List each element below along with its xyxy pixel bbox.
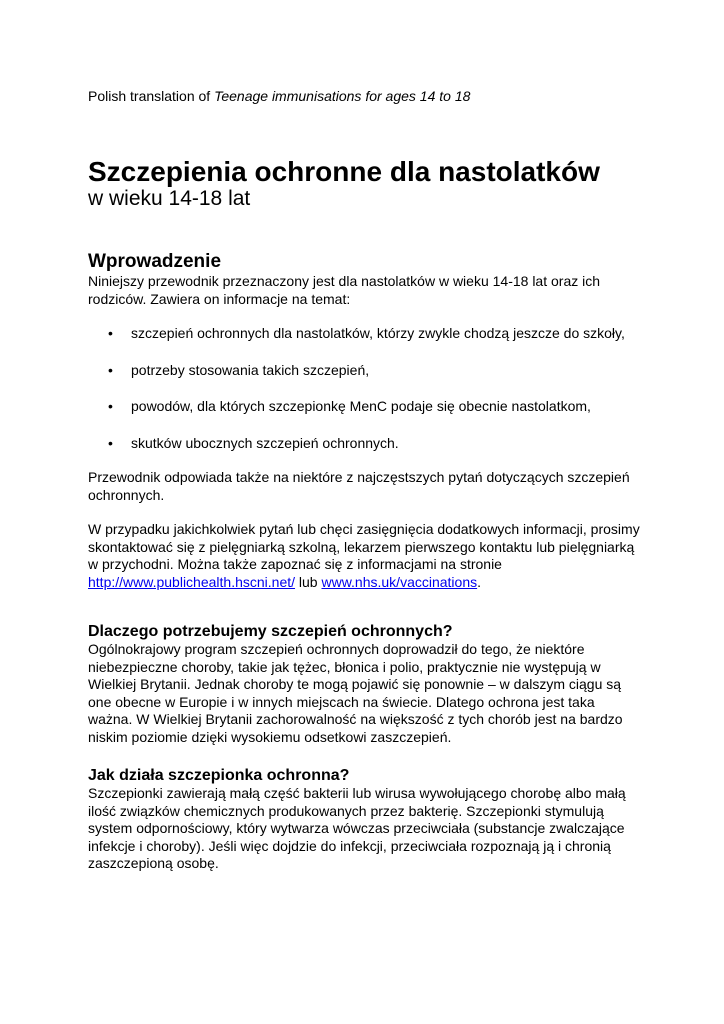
publichealth-link[interactable]: http://www.publichealth.hscni.net/ [88,573,296,590]
bullet-icon: • [108,434,113,451]
nhs-vaccinations-link[interactable]: www.nhs.uk/vaccinations [321,573,478,590]
why-heading: Dlaczego potrzebujemy szczepień ochronnych? [88,623,453,640]
list-item [88,362,640,380]
list-item-text: szczepień ochronnych dla nastolatków, którzy zwykle chodzą jeszcze do szkoły, [131,325,625,341]
document-subtitle: w wieku 14-18 lat [88,187,251,210]
intro-heading: Wprowadzenie [88,251,222,272]
original-title: Teenage immunisations for ages 14 to 18 [214,88,471,104]
list-item [88,398,640,416]
how-heading: Jak działa szczepionka ochronna? [88,767,350,784]
translation-note [88,88,640,105]
bullet-icon: • [108,361,113,378]
bullet-icon: • [108,325,113,341]
intro-bullet-list [88,325,640,452]
list-item-text: powodów, dla których szczepionkę MenC podaje się obecnie nastolatkom, [131,398,591,414]
how-paragraph: Szczepionki zawierają małą część bakterii lub wirusa wywołującego chorobę albo małą ilość związków chemicznych produkowanych przez bakterię. Szczepionki stymulują system odpornościowy, który wytwarza wówczas przeciwciała (substancje zwalczające infekcje i choroby). Jeśli więc dojdzie do infekcji, przeciwciała rozpoznają ją i chronią zaszczepioną osobę. [88,785,626,871]
bullet-icon: • [108,398,113,414]
list-item-text: skutków ubocznych szczepień ochronnych. [131,434,399,451]
contact-text-end: . [477,573,482,590]
translation-note-prefix: Polish translation of [88,88,215,104]
why-paragraph: Ogólnokrajowy program szczepień ochronnych doprowadził do tego, że niektóre niebezpieczne choroby, takie jak tężec, błonica i polio, praktycznie nie występują w Wielkiej Brytanii. Jednak choroby te mogą pojawić się ponownie – w dalszym ciągu są one obecne w Europie i w innych miejscach na świecie. Dlatego ochrona jest taka ważna. W Wielkiej Brytanii zachorowalność na większość z tych chorób jest na bardzo niskim poziomie dzięki wysokiemu odsetkowi zaszczepień. [88,641,623,745]
document-title: Szczepienia ochronne dla nastolatków [88,156,600,187]
list-item [88,435,640,453]
list-item-text: potrzeby stosowania takich szczepień, [131,361,370,378]
intro-paragraph-contact [88,521,640,591]
intro-paragraph-faq: Przewodnik odpowiada także na niektóre z najczęstszych pytań dotyczących szczepień ochronnych. [88,469,630,503]
intro-paragraph: Niniejszy przewodnik przeznaczony jest dla nastolatków w wieku 14-18 lat oraz ich rodziców. Zawiera on informacje na temat: [88,273,601,307]
contact-text: W przypadku jakichkolwiek pytań lub chęci zasięgnięcia dodatkowych informacji, prosimy skontaktować się z pielęgniarką szkolną, lekarzem pierwszego kontaktu lub pielęgniarką w przychodni. Można także zapoznać się z informacjami na stronie [88,521,640,572]
link-separator: lub [295,573,322,590]
list-item [88,325,640,343]
